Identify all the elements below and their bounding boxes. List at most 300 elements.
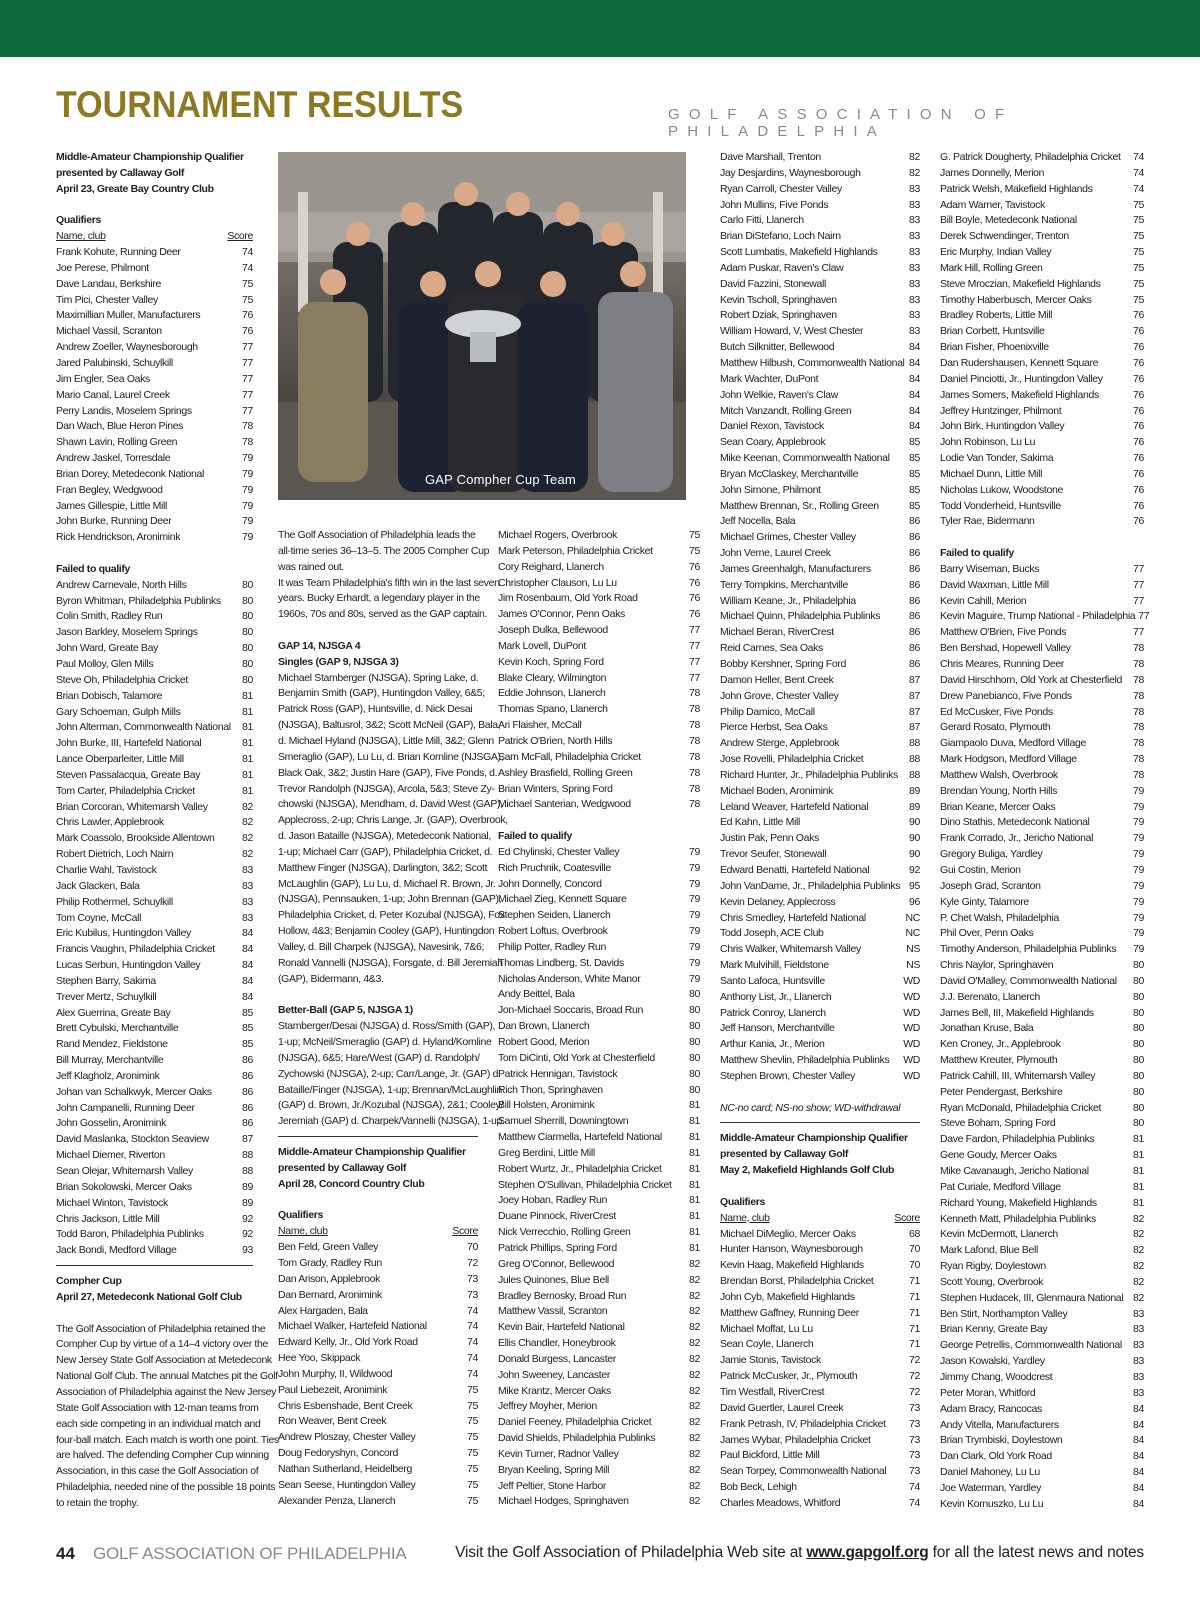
paragraph-line	[278, 1083, 502, 1099]
result-row	[56, 736, 253, 752]
player-score: 81	[1133, 1180, 1144, 1193]
player-score: 74	[467, 1320, 478, 1333]
player-name-club: Eric Kubilus, Huntingdon Valley	[56, 927, 191, 940]
player-score: 79	[1133, 848, 1144, 861]
player-name-club: Brian Keane, Mercer Oaks	[940, 800, 1056, 813]
player-score: 79	[689, 940, 700, 953]
player-name-club: Philip Rothermel, Schuylkill	[56, 895, 173, 908]
player-name-club: Gregory Buliga, Yardley	[940, 848, 1043, 861]
player-name-club: Nicholas Anderson, White Manor	[498, 972, 641, 985]
result-row	[56, 1148, 253, 1164]
spacer	[278, 987, 478, 1003]
result-row	[940, 594, 1144, 610]
player-score: 89	[909, 800, 920, 813]
result-row	[940, 863, 1144, 879]
result-row	[940, 958, 1144, 974]
player-name-club: Tom Carter, Philadelphia Cricket	[56, 784, 195, 797]
paragraph-line	[278, 576, 500, 592]
table-header	[278, 1224, 478, 1240]
player-name-club: G. Patrick Dougherty, Philadelphia Cricket	[940, 151, 1121, 163]
footer-post-text: for all the latest news and notes	[932, 1544, 1144, 1561]
text-line: Jeremiah (GAP) d. Charpek/Vannelli (NJSGA), 1-up.	[278, 1115, 505, 1128]
header-name: Name, club	[56, 230, 106, 243]
result-row	[56, 673, 253, 689]
result-row	[56, 768, 253, 784]
player-score: 83	[1133, 1339, 1144, 1352]
player-score: 88	[242, 1165, 253, 1177]
result-row	[720, 340, 920, 356]
spacer	[56, 546, 253, 562]
player-name-club: Brian Sokolowski, Mercer Oaks	[56, 1180, 192, 1193]
player-score: 78	[1133, 721, 1144, 734]
result-row	[940, 514, 1144, 530]
player-name-club: Fran Begley, Wedgwood	[56, 483, 163, 496]
result-row	[720, 720, 920, 736]
player-score: WD	[903, 990, 920, 1003]
result-row	[720, 1369, 920, 1385]
player-name-club: Paul Bickford, Little Mill	[720, 1449, 820, 1462]
result-row	[56, 451, 253, 467]
result-row	[56, 942, 253, 958]
player-score: 84	[909, 420, 920, 433]
result-row	[940, 261, 1144, 277]
player-name-club: Patrick O'Brien, North Hills	[498, 734, 613, 747]
header-name: Name, club	[720, 1211, 770, 1224]
paragraph-line	[278, 940, 485, 956]
player-score: WD	[903, 1022, 920, 1035]
player-name-club: Pat Curiale, Medford Village	[940, 1180, 1061, 1193]
paragraph-line	[56, 1448, 269, 1464]
result-row	[940, 182, 1144, 198]
player-name-club: Barry Wiseman, Bucks	[940, 562, 1040, 575]
player-score: 85	[242, 1038, 253, 1051]
text-line: Philadelphia Cricket, d. Peter Kozubal (NJSGA), Fox	[278, 909, 505, 922]
player-score: 78	[1133, 673, 1144, 686]
player-score: NS	[906, 959, 920, 972]
result-row	[940, 419, 1144, 435]
player-name-club: Charles Meadows, Whitford	[720, 1496, 841, 1509]
player-score: 76	[1133, 467, 1144, 480]
player-score: 77	[1133, 626, 1144, 639]
player-name-club: Bradley Bernosky, Broad Run	[498, 1289, 627, 1302]
footer-pre-text: Visit the Golf Association of Philadelphia Web site at	[455, 1544, 803, 1561]
result-row	[940, 1180, 1144, 1196]
player-score: 78	[1133, 642, 1144, 655]
text-line: The Golf Association of Philadelphia retained the	[56, 1322, 266, 1335]
paragraph-line	[278, 877, 496, 893]
result-row	[720, 609, 920, 625]
player-score: 76	[689, 576, 700, 589]
result-row	[720, 1417, 920, 1433]
spacer	[56, 198, 253, 214]
header-score: Score	[452, 1225, 478, 1238]
text-line: Stamberger/Desai (NJSGA) d. Ross/Smith (GAP),	[278, 1020, 496, 1033]
paragraph-line	[278, 766, 498, 782]
player-name-club: J.J. Berenato, Llanerch	[940, 990, 1040, 1003]
player-score: 81	[689, 1162, 700, 1175]
player-score: 73	[467, 1288, 478, 1301]
result-row	[498, 639, 700, 655]
player-score: 83	[909, 309, 920, 322]
player-name-club: Francis Vaughn, Philadelphia Cricket	[56, 943, 215, 956]
player-score: 76	[1133, 309, 1144, 322]
player-name-club: Dino Stathis, Metedeconk National	[940, 816, 1090, 829]
player-score: 88	[909, 737, 920, 750]
player-score: 76	[1133, 515, 1144, 528]
result-row	[720, 451, 920, 467]
player-score: 92	[242, 1228, 253, 1241]
result-row	[940, 1497, 1144, 1513]
result-row	[940, 1243, 1144, 1259]
player-name-club: Robert Loftus, Overbrook	[498, 925, 608, 938]
player-name-club: Edward Benatti, Hartefeld National	[720, 863, 870, 876]
player-name-club: Dan Brown, Llanerch	[498, 1020, 590, 1033]
player-name-club: Stephen Hudacek, III, Glenmaura National	[940, 1291, 1124, 1304]
player-score: 74	[909, 1481, 920, 1494]
player-score: 84	[1133, 1434, 1144, 1447]
player-score: 82	[1133, 1212, 1144, 1225]
player-score: 86	[909, 578, 920, 591]
text-line: Patrick Ross (GAP), Huntsville, d. Nick Desai	[278, 703, 473, 716]
column-1	[56, 150, 279, 1512]
result-row	[940, 1338, 1144, 1354]
player-score: 80	[242, 578, 253, 591]
player-score: NC	[905, 911, 920, 924]
player-name-club: Robert Dziak, Springhaven	[720, 309, 837, 322]
result-row	[720, 768, 920, 784]
result-row	[498, 1098, 700, 1114]
paragraph-line	[278, 892, 502, 908]
result-row	[498, 1384, 700, 1400]
player-score: 79	[1133, 927, 1144, 940]
result-row	[940, 752, 1144, 768]
player-score: 79	[1133, 879, 1144, 892]
result-row	[278, 1414, 478, 1430]
player-name-club: John Sweeney, Lancaster	[498, 1368, 610, 1381]
player-name-club: James Gillespie, Little Mill	[56, 499, 167, 512]
player-name-club: Brett Cybulski, Merchantville	[56, 1022, 179, 1035]
player-score: 71	[909, 1306, 920, 1319]
result-row	[940, 1402, 1144, 1418]
player-name-club: Justin Pak, Penn Oaks	[720, 832, 819, 845]
result-row	[498, 924, 700, 940]
result-row	[498, 544, 700, 560]
player-score: 75	[689, 544, 700, 557]
result-row	[940, 1132, 1144, 1148]
result-row	[498, 1289, 700, 1305]
player-score: 82	[689, 1337, 700, 1350]
table-header	[720, 1211, 920, 1227]
player-score: 76	[689, 608, 700, 621]
result-row	[940, 213, 1144, 229]
team-photo	[278, 152, 686, 500]
result-row	[56, 625, 253, 641]
player-score: 84	[909, 388, 920, 401]
player-score: 80	[1133, 990, 1144, 1003]
player-name-club: Jared Palubinski, Schuylkill	[56, 356, 173, 369]
result-row	[940, 990, 1144, 1006]
section-heading: Qualifiers	[56, 214, 101, 227]
player-name-club: Stephen Brown, Chester Valley	[720, 1069, 855, 1082]
text-line: Ronald Vannelli (NJSGA), Forsgate, d. Bill Jeremiah	[278, 956, 503, 969]
player-name-club: Brian Corbett, Huntsville	[940, 325, 1045, 338]
player-name-club: John Mullins, Five Ponds	[720, 198, 829, 211]
player-score: 86	[909, 610, 920, 623]
player-score: 83	[909, 214, 920, 227]
result-row	[278, 1304, 478, 1320]
text-line: are halved. The defending Compher Cup winning	[56, 1449, 269, 1462]
player-score: 75	[242, 293, 253, 306]
player-name-club: Paul Molloy, Glen Mills	[56, 658, 154, 670]
player-name-club: Matthew O'Brien, Five Ponds	[940, 626, 1067, 639]
top-green-bar	[0, 0, 1200, 57]
player-score: 73	[909, 1433, 920, 1446]
player-name-club: Sean Olejar, Whitemarsh Valley	[56, 1165, 193, 1177]
player-name-club: Ryan Rigby, Doylestown	[940, 1260, 1046, 1273]
player-name-club: Michael Quinn, Philadelphia Publinks	[720, 610, 881, 623]
result-row	[720, 1433, 920, 1449]
website-link[interactable]: www.gapgolf.org	[806, 1544, 929, 1561]
player-score: 75	[1133, 246, 1144, 259]
player-score: 80	[1133, 1101, 1144, 1114]
player-score: 77	[242, 372, 253, 385]
result-row	[720, 594, 920, 610]
result-row	[940, 1227, 1144, 1243]
player-name-club: Andrew Ploszay, Chester Valley	[278, 1431, 416, 1444]
player-name-club: John Simone, Philmont	[720, 483, 821, 496]
result-row	[720, 293, 920, 309]
result-row	[720, 1274, 920, 1290]
text-line: 1-up; McNeil/Smeraglio (GAP) d. Hyland/Kornline	[278, 1036, 492, 1048]
player-score: 84	[242, 927, 253, 940]
player-score: 84	[909, 356, 920, 369]
text-line: all-time series 36–13–5. The 2005 Compher Cup	[278, 544, 490, 557]
player-name-club: James Wybar, Philadelphia Cricket	[720, 1433, 871, 1446]
player-score: 78	[1133, 753, 1144, 766]
player-name-club: Michael DiMeglio, Mercer Oaks	[720, 1227, 856, 1240]
player-name-club: Adam Warner, Tavistock	[940, 198, 1045, 211]
text-line: was rained out.	[278, 560, 344, 573]
header-score: Score	[894, 1211, 920, 1224]
paragraph-line	[278, 1067, 501, 1083]
player-name-club: John Ward, Greate Bay	[56, 642, 158, 655]
player-score: 85	[909, 483, 920, 496]
player-name-club: Andy Beittel, Bala	[498, 988, 575, 1001]
result-row	[720, 673, 920, 689]
player-score: 80	[689, 1083, 700, 1096]
player-name-club: Michael Santerian, Wedgwood	[498, 798, 631, 811]
player-name-club: Kevin Turner, Radnor Valley	[498, 1447, 619, 1460]
result-row	[498, 671, 700, 687]
player-score: 86	[242, 1117, 253, 1130]
spacer	[278, 1193, 478, 1209]
player-score: 70	[909, 1243, 920, 1256]
result-row	[720, 863, 920, 879]
player-score: 81	[689, 1178, 700, 1191]
result-row	[720, 879, 920, 895]
player-name-club: Jack Bondi, Medford Village	[56, 1244, 177, 1257]
player-score: 77	[242, 404, 253, 417]
result-row	[498, 1415, 700, 1431]
result-row	[498, 782, 700, 798]
player-score: 81	[1133, 1165, 1144, 1177]
player-score: 81	[242, 689, 253, 702]
player-name-club: Jim Engler, Sea Oaks	[56, 372, 150, 385]
player-score: 80	[1133, 1054, 1144, 1067]
result-row	[720, 1353, 920, 1369]
player-score: 79	[689, 972, 700, 985]
player-name-club: Kyle Ginty, Talamore	[940, 895, 1029, 908]
player-score: 73	[909, 1465, 920, 1478]
result-row	[498, 591, 700, 607]
result-row	[56, 926, 253, 942]
player-score: 85	[242, 1006, 253, 1019]
result-row	[498, 750, 700, 766]
result-row	[498, 1479, 700, 1495]
result-row	[940, 150, 1144, 166]
player-score: 81	[242, 753, 253, 766]
divider	[56, 1265, 253, 1266]
player-score: 89	[242, 1180, 253, 1193]
player-score: 84	[242, 990, 253, 1003]
player-name-club: Kevin Delaney, Applecross	[720, 895, 836, 908]
player-name-club: Rich Pruchnik, Coatesville	[498, 861, 611, 874]
player-name-club: Dan Wach, Blue Heron Pines	[56, 420, 184, 433]
player-name-club: Frank Corrado, Jr., Jericho National	[940, 832, 1094, 845]
player-score: 84	[909, 372, 920, 385]
player-name-club: Sean Coary, Applebrook	[720, 436, 826, 449]
section-heading: Compher Cup	[56, 1275, 122, 1288]
player-score: 75	[467, 1462, 478, 1475]
result-row	[278, 1430, 478, 1446]
player-score: 76	[1133, 372, 1144, 385]
result-row	[940, 689, 1144, 705]
player-score: 82	[689, 1479, 700, 1492]
player-score: 74	[242, 246, 253, 259]
player-score: 83	[1133, 1355, 1144, 1368]
player-score: 75	[1133, 214, 1144, 227]
player-name-club: Jeffrey Huntzinger, Philmont	[940, 404, 1062, 417]
player-score: 79	[242, 452, 253, 465]
result-row	[498, 1320, 700, 1336]
result-row	[56, 261, 253, 277]
player-score: 81	[242, 737, 253, 750]
result-row	[498, 623, 700, 639]
result-row	[498, 1178, 700, 1194]
player-score: 75	[1133, 198, 1144, 211]
player-name-club: Tom DiCinti, Old York at Chesterfield	[498, 1051, 655, 1064]
text-line: Zychowski (NJSGA), 2-up; Carr/Lange, Jr. (GAP) d.	[278, 1067, 501, 1080]
result-row	[720, 499, 920, 515]
result-row	[498, 1067, 700, 1083]
player-name-club: Michael Vassil, Scranton	[56, 325, 162, 338]
paragraph-line	[278, 544, 490, 560]
result-row	[56, 308, 253, 324]
paragraph-line	[56, 1401, 259, 1417]
player-name-club: Mark Hodgson, Medford Village	[940, 753, 1077, 766]
spacer	[940, 530, 1144, 546]
player-name-club: Daniel Feeney, Philadelphia Cricket	[498, 1416, 652, 1429]
player-name-club: Richard Hunter, Jr., Philadelphia Publinks	[720, 768, 898, 781]
section-heading: April 23, Greate Bay Country Club	[56, 182, 214, 195]
result-row	[56, 1243, 253, 1259]
result-row	[498, 987, 700, 1003]
text-line: Philadelphia, needed nine of the possible 18 points	[56, 1481, 276, 1494]
player-score: 81	[689, 1131, 700, 1144]
result-row	[56, 1006, 253, 1022]
text-line: each side competing in an individual match and	[56, 1417, 261, 1430]
player-name-club: Rich Thon, Springhaven	[498, 1083, 603, 1096]
player-score: 80	[242, 642, 253, 655]
player-name-club: Andy Vitella, Manufacturers	[940, 1418, 1059, 1431]
player-score: 82	[689, 1400, 700, 1413]
player-name-club: Richard Young, Makefield Highlands	[940, 1196, 1097, 1209]
player-score: 78	[689, 719, 700, 732]
player-name-club: Michael Dunn, Little Mill	[940, 467, 1043, 480]
player-score: 83	[1133, 1386, 1144, 1399]
page-number: 44	[56, 1544, 75, 1563]
player-name-club: Tom Grady, Radley Run	[278, 1256, 382, 1269]
player-score: 80	[1133, 1022, 1144, 1035]
player-name-club: Sean Torpey, Commonwealth National	[720, 1465, 887, 1478]
result-row	[720, 213, 920, 229]
result-row	[940, 356, 1144, 372]
divider	[278, 1136, 478, 1137]
player-name-club: Chris Naylor, Springhaven	[940, 959, 1054, 972]
player-score: WD	[903, 1069, 920, 1082]
player-name-club: Gerard Rosato, Plymouth	[940, 721, 1051, 734]
player-score: 82	[689, 1368, 700, 1381]
player-name-club: Mario Canal, Laurel Creek	[56, 388, 170, 401]
player-score: 80	[1133, 1006, 1144, 1019]
result-row	[720, 1337, 920, 1353]
player-name-club: Mitch Vanzandt, Rolling Green	[720, 404, 852, 417]
player-score: 77	[1138, 610, 1150, 623]
player-name-club: Michael Beran, RiverCrest	[720, 626, 834, 639]
section-heading: Qualifiers	[278, 1209, 323, 1222]
text-line: 1-up; Michael Carr (GAP), Philadelphia Cricket, d.	[278, 845, 493, 858]
result-row	[720, 229, 920, 245]
player-name-club: Carlo Fitti, Llanerch	[720, 214, 804, 227]
player-score: 82	[1133, 1244, 1144, 1257]
result-row	[56, 340, 253, 356]
player-name-club: Edward Kelly, Jr., Old York Road	[278, 1336, 418, 1349]
player-score: 74	[1133, 151, 1144, 163]
player-name-club: Brian DiStefano, Loch Nairn	[720, 230, 841, 243]
player-name-club: Mark Lovell, DuPont	[498, 639, 586, 652]
player-name-club: Bill Murray, Merchantville	[56, 1054, 164, 1067]
player-name-club: Matthew Vassil, Scranton	[498, 1305, 608, 1318]
result-row	[56, 578, 253, 594]
result-row	[498, 655, 700, 671]
result-row	[940, 1449, 1144, 1465]
text-line: New Jersey State Golf Association at Metedeconk	[56, 1354, 272, 1367]
player-score: 84	[1133, 1402, 1144, 1415]
result-row	[940, 911, 1144, 927]
text-line: It was Team Philadelphia's fifth win in the last seven	[278, 576, 500, 589]
result-row	[278, 1351, 478, 1367]
player-score: 82	[689, 1273, 700, 1286]
player-score: 74	[1133, 182, 1144, 195]
player-score: 77	[689, 655, 700, 668]
paragraph-line	[56, 1353, 272, 1369]
result-row	[720, 1496, 920, 1512]
paragraph-line	[278, 591, 478, 607]
player-score: 85	[909, 436, 920, 449]
paragraph-line	[56, 1369, 278, 1385]
player-name-club: Drew Panebianco, Five Ponds	[940, 689, 1072, 702]
result-row	[498, 1114, 700, 1130]
